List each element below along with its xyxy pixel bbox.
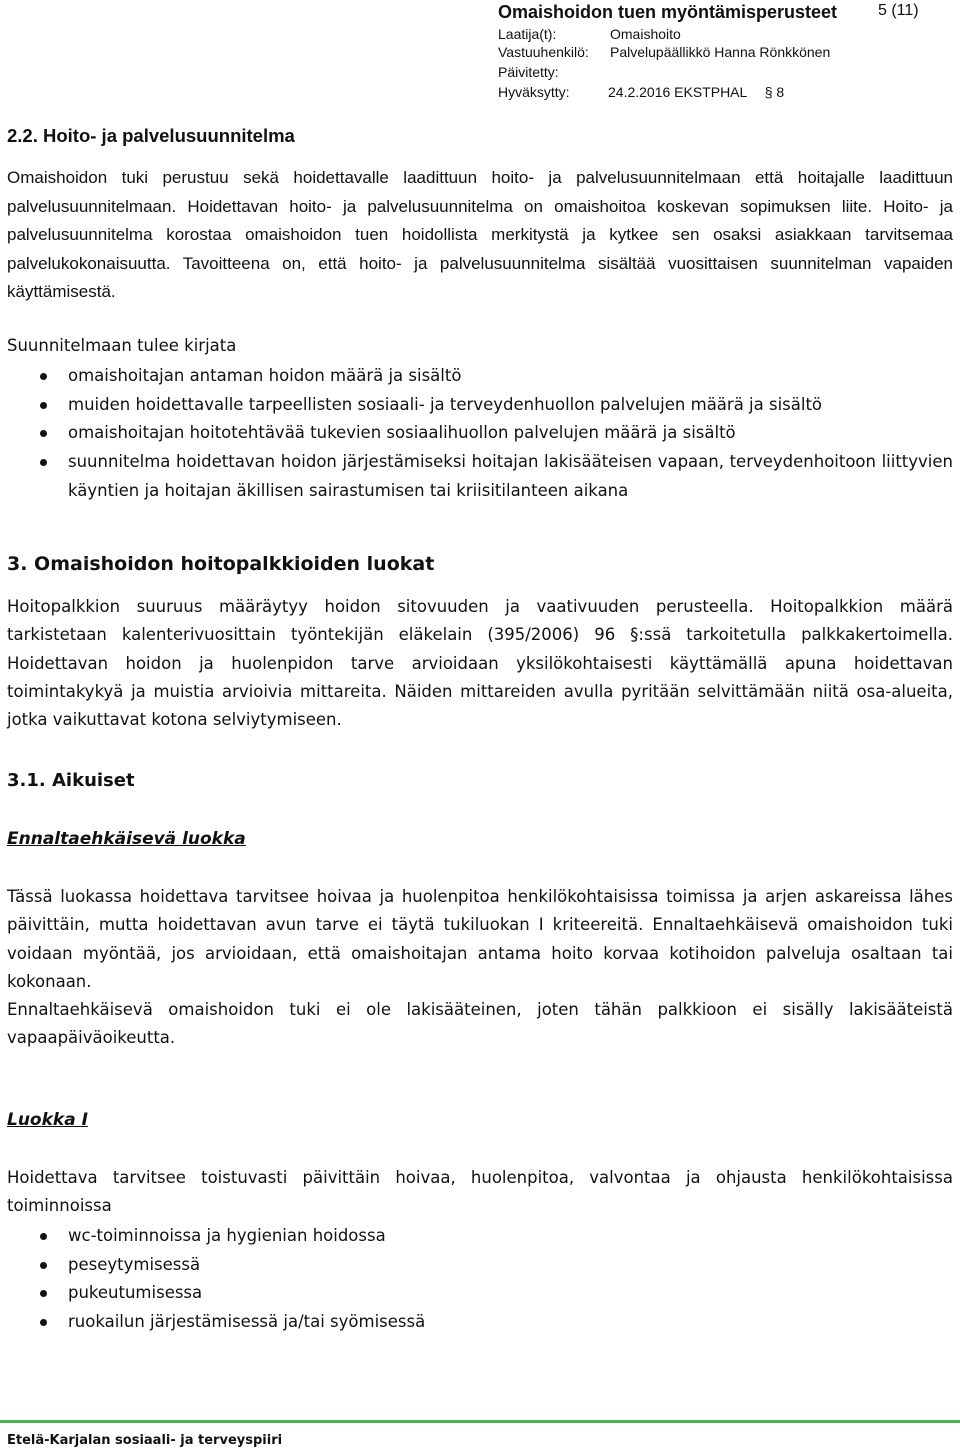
bullet-icon: [40, 430, 47, 437]
page-number: 5 (11): [878, 2, 919, 19]
footer-divider: [0, 1420, 960, 1423]
section-3-paragraph: Hoitopalkkion suuruus määräytyy hoidon sitovuuden ja vaativuuden perusteella. Hoitopalkkion määrä tarkistetaan kalenterivuosittain työntekijän eläkelain (395/2006) 96 §:ssä tarkoitetulla palkkakertoimella. Hoidettavan hoidon ja huolenpidon tarve arvioidaan yksilökohtaisesti käyttämällä apuna hoidettavan toimintakykyä ja muistia arvioivia mittareita. Näiden mittareiden avulla pyritään selvittämään niitä osa-alueita, jotka vaikuttavat kotona selviytymiseen.: [7, 597, 953, 730]
bullet-icon: [40, 1290, 47, 1297]
list-item: omaishoitajan antaman hoidon määrä ja sisältö: [0, 362, 953, 391]
plan-contents-list: [0, 362, 953, 506]
list-item: ruokailun järjestämisessä ja/tai syömisessä: [0, 1308, 953, 1337]
list-item: suunnitelma hoidettavan hoidon järjestämiseksi hoitajan lakisääteisen vapaan, terveydenhoitoon liittyvien käyntien ja hoitajan äkillisen sairastumisen tai kriisitilanteen aikana: [0, 448, 953, 505]
responsible-row: [498, 44, 830, 60]
approved-value: 24.2.2016 EKSTPHAL: [608, 84, 747, 100]
bullet-icon: [40, 1262, 47, 1269]
bullet-icon: [40, 402, 47, 409]
list-item: omaishoitajan hoitotehtävää tukevien sosiaalihuollon palvelujen määrä ja sisältö: [0, 419, 953, 448]
class-1-list: [0, 1222, 953, 1337]
section-symbol: §: [764, 84, 773, 100]
list-item: peseytymisessä: [0, 1251, 953, 1280]
author-value: Omaishoito: [610, 26, 681, 42]
preventive-paragraph-2: Ennaltaehkäisevä omaishoidon tuki ei ole lakisääteinen, joten tähän palkkioon ei sisälly lakisääteistä vapaapäiväoikeutta.: [7, 1000, 953, 1048]
class-1-paragraph: Hoidettava tarvitsee toistuvasti päivittäin hoivaa, huolenpitoa, valvontaa ja ohjausta henkilökohtaisissa toiminnoissa: [7, 1168, 953, 1216]
section-heading-3-1: 3.1. Aikuiset: [7, 770, 135, 791]
approved-row: [498, 84, 784, 100]
list-item: wc-toiminnoissa ja hygienian hoidossa: [0, 1222, 953, 1251]
document-title: Omaishoidon tuen myöntämisperusteet: [498, 2, 838, 22]
updated-label: Päivitetty:: [498, 64, 559, 80]
updated-row: [498, 64, 610, 80]
author-row: [498, 26, 681, 42]
footer-organization: Etelä-Karjalan sosiaali- ja terveyspiiri: [7, 1433, 283, 1448]
class-1-heading: Luokka I: [7, 1110, 88, 1130]
section-2-2-paragraph: Omaishoidon tuki perustuu sekä hoidettavalle laadittuun hoito- ja palvelusuunnitelmaan että hoitajalle laadittuun palvelusuunnitelmaan. Hoidettavan hoito- ja palvelusuunnitelma on omaishoitoa koskevan sopimuksen liite. Hoito- ja palvelusuunnitelma korostaa omaishoidon tuen hoidollista merkitystä ja kytkee sen osaksi asiakkaan tarvitsemaa palvelukokonaisuutta. Tavoitteena on, että hoito- ja palvelusuunnitelma sisältää vuosittaisen suunnitelman vapaiden käyttämisestä.: [7, 168, 953, 301]
preventive-class-heading: Ennaltaehkäisevä luokka: [7, 829, 246, 849]
responsible-label: Vastuuhenkilö:: [498, 44, 589, 60]
preventive-paragraph-1: Tässä luokassa hoidettava tarvitsee hoivaa ja huolenpitoa henkilökohtaisissa toimissa ja arjen askareissa lähes päivittäin, mutta hoidettavan avun tarve ei täytä tukiluokan I kriteereitä. Ennaltaehkäisevä omaishoidon tuki voidaan myöntää, jos arvioidaan, että omaishoitajan antama hoito korvaa kotihoidon palveluja osaltaan tai kokonaan.: [7, 887, 953, 991]
approved-number: 8: [776, 84, 785, 100]
list-item: pukeutumisessa: [0, 1279, 953, 1308]
bullet-icon: [40, 1233, 47, 1240]
section-heading-2-2: 2.2. Hoito- ja palvelusuunnitelma: [7, 125, 295, 146]
section-heading-3: 3. Omaishoidon hoitopalkkioiden luokat: [7, 553, 435, 575]
responsible-value: Palvelupäällikkö Hanna Rönkkönen: [610, 44, 831, 60]
list-item: muiden hoidettavalle tarpeellisten sosiaali- ja terveydenhuollon palvelujen määrä ja sisältö: [0, 391, 953, 420]
bullet-icon: [40, 1319, 47, 1326]
approved-label: Hyväksytty:: [498, 84, 570, 100]
bullet-icon: [40, 373, 47, 380]
bullet-icon: [40, 459, 47, 466]
list-intro: Suunnitelmaan tulee kirjata: [7, 336, 237, 355]
author-label: Laatija(t):: [498, 26, 557, 42]
